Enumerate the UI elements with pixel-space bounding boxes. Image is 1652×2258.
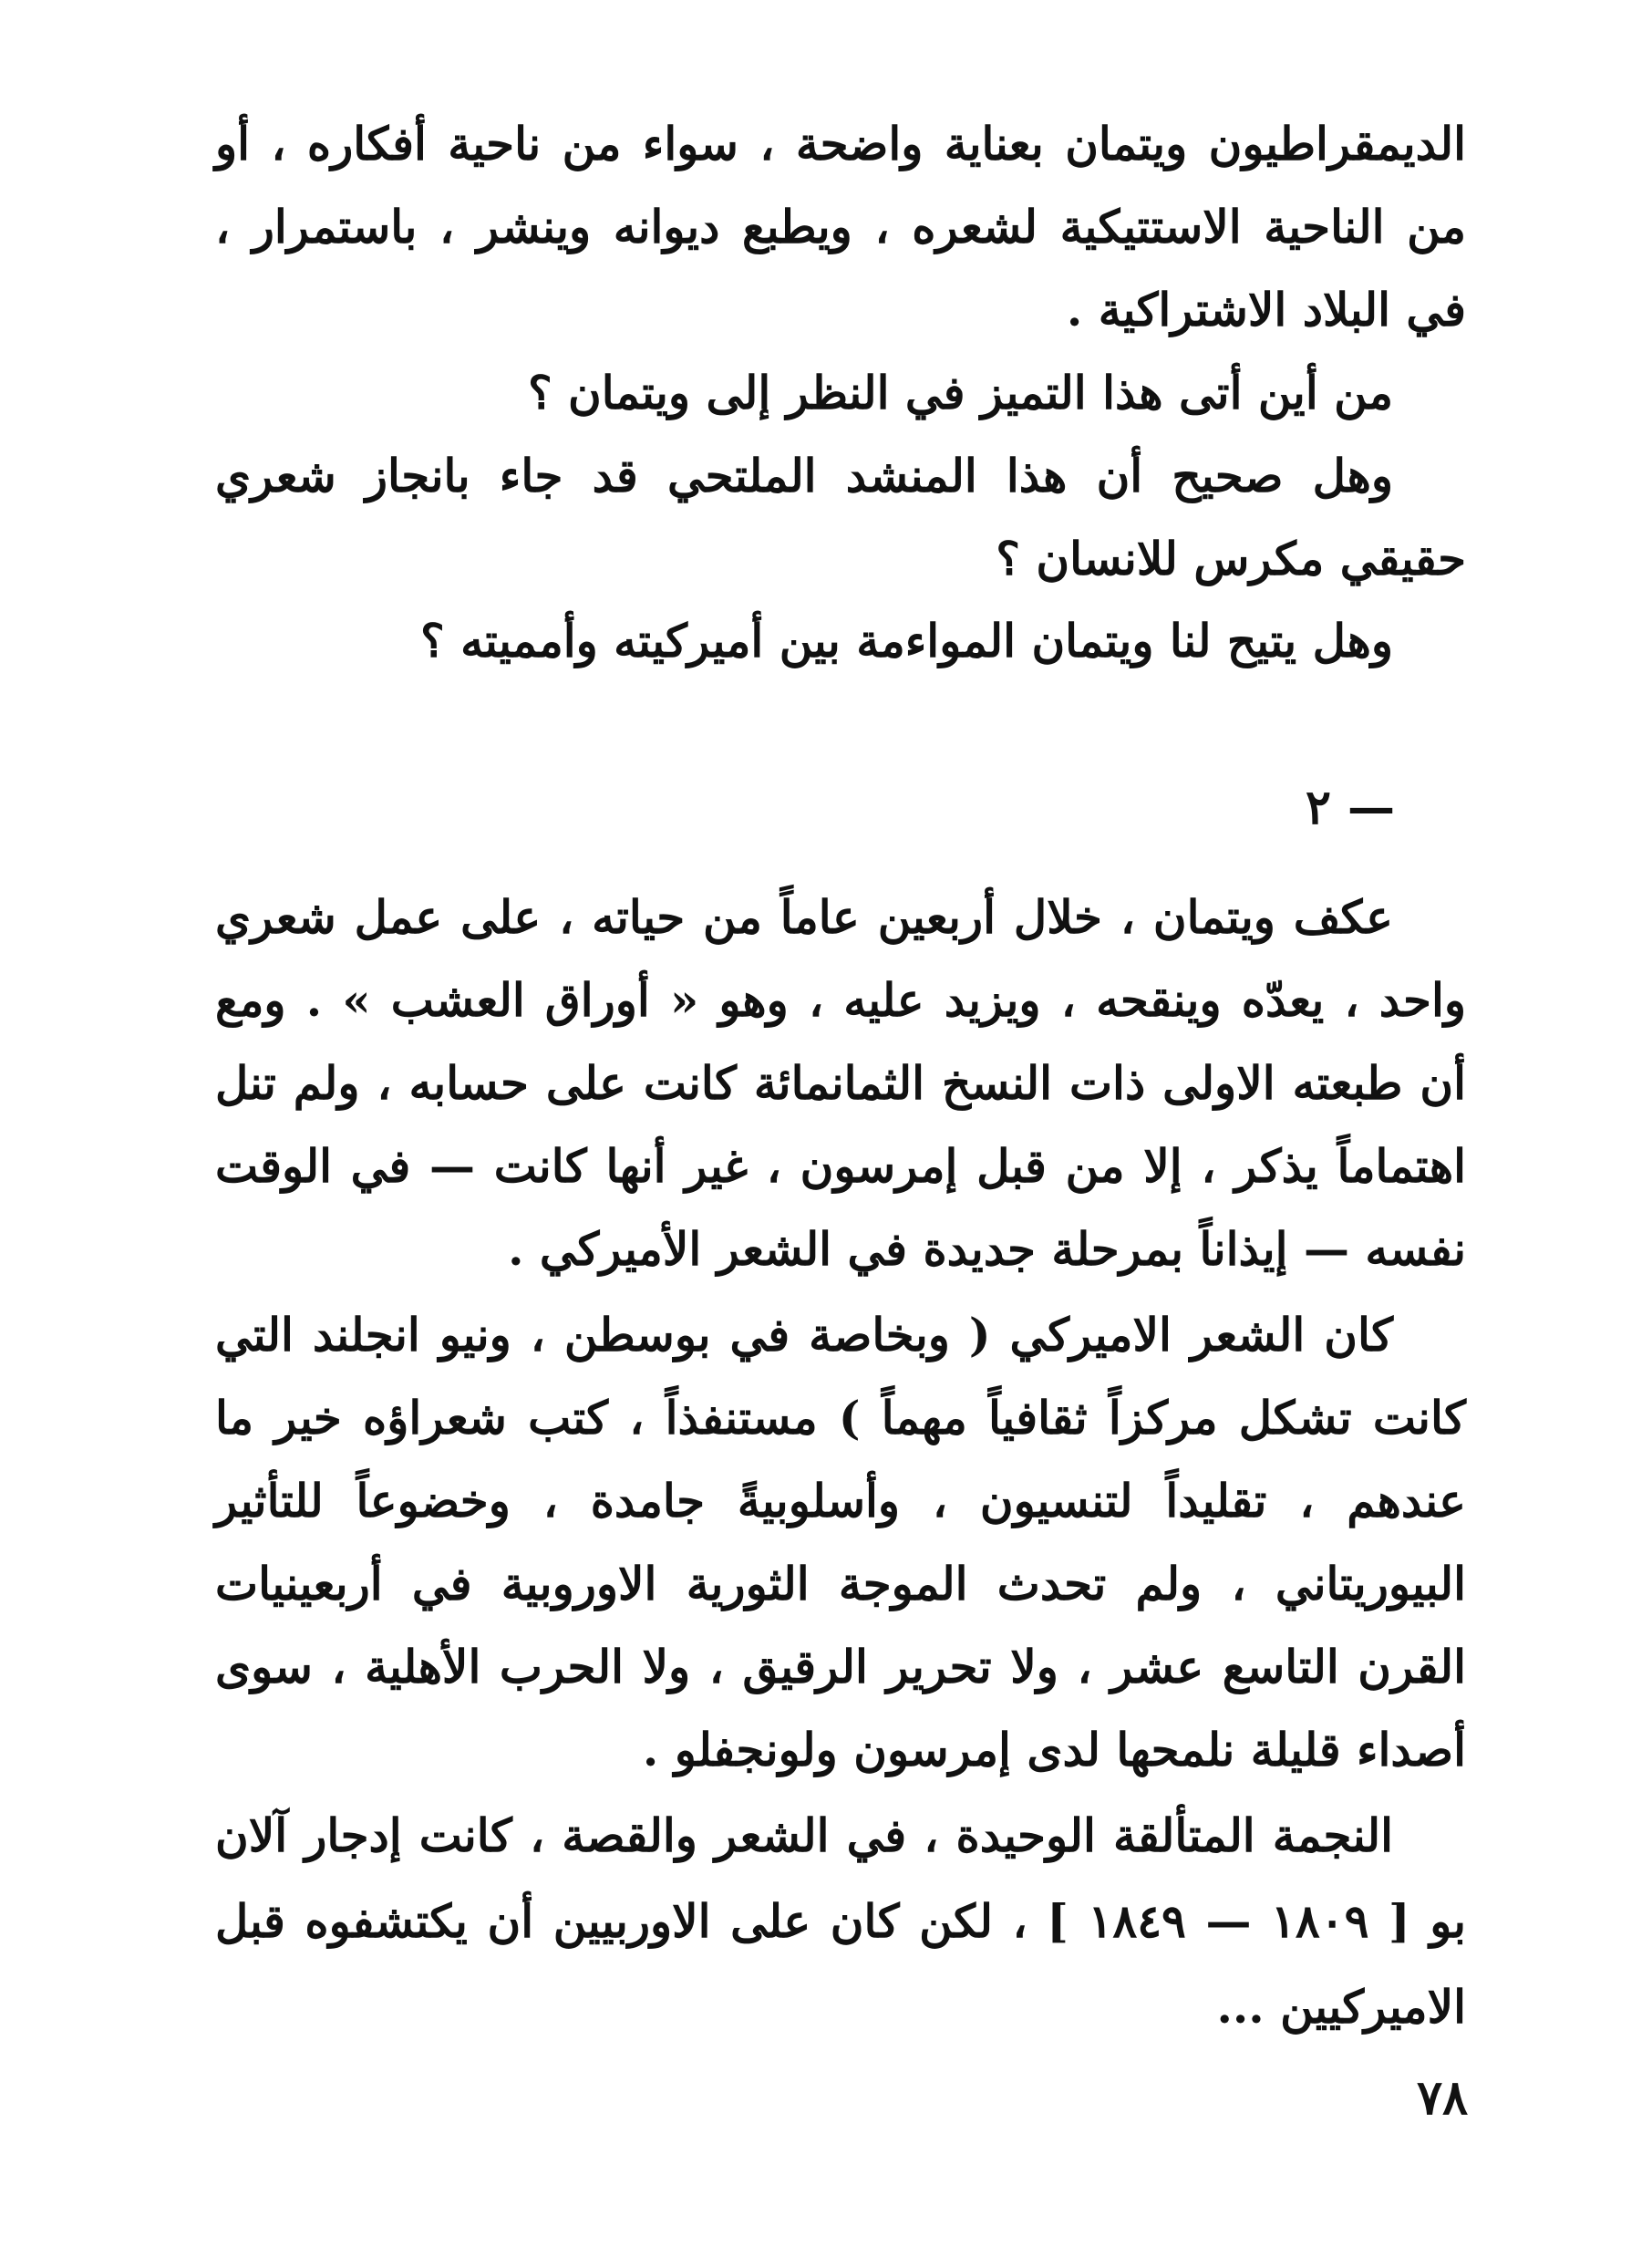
page-number: ٧٨ — [1417, 2070, 1468, 2126]
question-americanism-internationalism: وهل يتيح لنا ويتمان المواءمة بين أميركيته وأمميته ؟ — [420, 614, 1393, 668]
paragraph-intro: الديمقراطيون ويتمان بعناية واضحة ، سواء من ناحية أفكاره ، أو من الناحية الاستتيكية لشعره ، ويطبع ديوانه وينشر ، باستمرار ، في البلاد الاشتراكية . — [215, 117, 1466, 337]
paragraph-edgar-allan-poe: النجمة المتألقة الوحيدة ، في الشعر والقصة ، كانت إدجار آلان بو [ ١٨٠٩ — ١٨٤٩ ] ، لكن كان على الاوربيين أن يكتشفوه قبل الاميركيين ... — [215, 1808, 1467, 2034]
question-origin-of-distinction: من أين أتى هذا التميز في النظر إلى ويتمان ؟ — [528, 366, 1393, 419]
paragraph-american-poetry: كان الشعر الاميركي ( وبخاصة في بوسطن ، ونيو انجلند التي كانت تشكل مركزاً ثقافياً مهماً ) مستنفذاً ، كتب شعراؤه خير ما عندهم ، تقليداً لتنسيون ، وأسلوبيةً جامدة ، وخضوعاً للتأثير البيوريتاني ، ولم تحدث الموجة الثورية الاوروبية في أربعينيات القرن التاسع عشر ، ولا تحرير الرقيق ، ولا الحرب الأهلية ، سوى أصداء قليلة نلمحها لدى إمرسون ولونجفلو . — [215, 1308, 1466, 1776]
question-poetic-achievement: وهل صحيح أن هذا المنشد الملتحي قد جاء بانجاز شعري حقيقي مكرس للانسان ؟ — [215, 449, 1466, 585]
section-number: — ٢ — [1305, 780, 1395, 835]
paragraph-leaves-of-grass: عكف ويتمان ، خلال أربعين عاماً من حياته ، على عمل شعري واحد ، يعدّه وينقحه ، ويزيد عليه ، وهو « أوراق العشب » . ومع أن طبعته الاولى ذات النسخ الثمانمائة كانت على حسابه ، ولم تنل اهتماماً يذكر ، إلا من قبل إمرسون ، غير أنها كانت — في الوقت نفسه — إيذاناً بمرحلة جديدة في الشعر الأميركي . — [215, 890, 1466, 1276]
